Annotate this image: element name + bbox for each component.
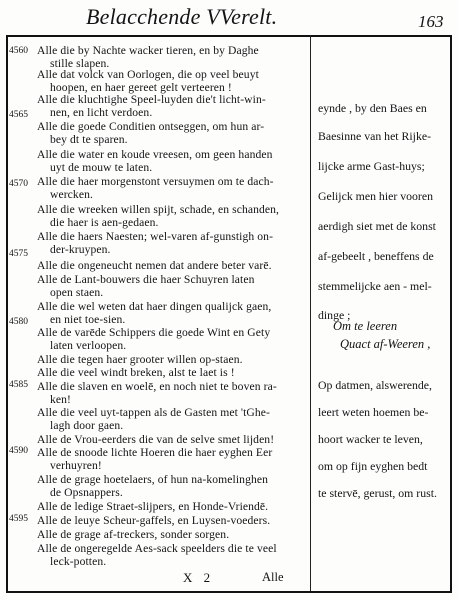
line-number: 4575 bbox=[9, 249, 28, 259]
running-title: Belacchende VVerelt. bbox=[86, 4, 278, 29]
motto-line: Quact af-Weeren , bbox=[340, 337, 431, 351]
verse-line: Alle die goede Conditien ontseggen, om hun ar- bbox=[37, 120, 265, 133]
verse-line: Alle die ongeneucht nemen dat andere beter varē. bbox=[37, 259, 272, 272]
verse-line: Alle de grage hoetelaers, of hun na-komelinghen bbox=[37, 473, 269, 486]
sidebar-line: Baesinne van het Rijke- bbox=[318, 129, 432, 143]
verse-line: open staen. bbox=[50, 286, 104, 299]
verse-line: uyt de mouw te laten. bbox=[50, 161, 153, 174]
verse-line: Alle de ongeregelde Aes-sack speelders die te veel bbox=[37, 542, 277, 555]
verse-line: hoopen, en haer gereet gelt verteeren ! bbox=[50, 81, 232, 94]
verse-line: en niet toe-sien. bbox=[50, 313, 126, 326]
verse-line: Alle de Lant-bouwers die haer Schuyren laten bbox=[37, 273, 255, 286]
verse-line: Alle die veel windt breken, alst te laet is ! bbox=[37, 366, 235, 379]
verse-line: laten verloopen. bbox=[50, 339, 127, 352]
verse-line: Alle de grage af-treckers, sonder sorgen. bbox=[37, 528, 230, 541]
sidebar-line: Op datmen, alswerende, bbox=[318, 378, 432, 392]
verse-line: de Opsnappers. bbox=[50, 486, 123, 499]
verse-line: Alle dat volck van Oorlogen, die op veel beuyt bbox=[37, 68, 259, 81]
line-number: 4565 bbox=[9, 110, 28, 120]
verse-line: Alle de leuye Scheur-gaffels, en Luysen-voeders. bbox=[37, 514, 271, 527]
verse-line: Alle die haer morgenstont versuymen om te dach- bbox=[37, 175, 274, 188]
frame-top-rule bbox=[6, 35, 452, 37]
verse-line: Alle die veel uyt-tappen als de Gasten met 'tGhe- bbox=[37, 406, 270, 419]
sidebar-line: leert weten hoemen be- bbox=[318, 405, 429, 419]
column-divider-rule bbox=[310, 35, 311, 591]
verse-line: Alle de Vrou-eerders die van de selve smet lijden! bbox=[37, 433, 275, 446]
verse-line: Alle die kluchtighe Speel-luyden die't licht-win- bbox=[37, 93, 266, 106]
line-number: 4580 bbox=[9, 317, 28, 327]
frame-bottom-rule bbox=[6, 591, 452, 593]
verse-line: Alle de varēde Schippers die goede Wint en Gety bbox=[37, 326, 271, 339]
sidebar-line: te stervē, gerust, om rust. bbox=[318, 486, 437, 500]
verse-line: Alle de snoode lichte Hoeren die haer eyghen Eer bbox=[37, 446, 273, 459]
verse-line: die haer is aen-gedaen. bbox=[50, 216, 159, 229]
sidebar-line: om op fijn eyghen bedt bbox=[318, 459, 428, 473]
motto-line: Om te leeren bbox=[333, 319, 398, 333]
page-number: 163 bbox=[418, 12, 444, 31]
signature-mark: X 2 bbox=[183, 570, 215, 585]
line-number: 4585 bbox=[9, 380, 28, 390]
sidebar-line: lijcke arme Gast-huys; bbox=[318, 159, 425, 173]
sidebar-line: dinge ; bbox=[318, 308, 351, 322]
verse-line: der-kruypen. bbox=[50, 243, 111, 256]
catchword: Alle bbox=[262, 570, 284, 584]
verse-line: Alle die haers Naesten; wel-varen af-gunstigh on- bbox=[37, 230, 274, 243]
line-number: 4560 bbox=[9, 46, 28, 56]
verse-line: Alle die tegen haer grooter willen op-staen. bbox=[37, 353, 243, 366]
verse-line: Alle die wel weten dat haer dingen qualijck gaen, bbox=[37, 300, 272, 313]
verse-line: Alle de ledige Straet-slijpers, en Honde-Vriendē. bbox=[37, 500, 269, 513]
verse-line: nen, en licht verdoen. bbox=[50, 106, 153, 119]
sidebar-line: hoort wacker te leven, bbox=[318, 432, 423, 446]
sidebar-line: Gelijck men hier vooren bbox=[318, 189, 433, 203]
verse-line: leck-potten. bbox=[50, 555, 107, 568]
verse-line: Alle die by Nachte wacker tieren, en by Daghe bbox=[37, 44, 259, 57]
sidebar-line: eynde , by den Baes en bbox=[318, 101, 427, 115]
frame-right-rule bbox=[450, 35, 452, 593]
verse-line: bey dt te sparen. bbox=[50, 133, 128, 146]
verse-line: Alle die wreeken willen spijt, schade, en schanden, bbox=[37, 203, 280, 216]
verse-line: ken! bbox=[50, 393, 72, 406]
line-number: 4570 bbox=[9, 179, 28, 189]
verse-line: verhuyren! bbox=[50, 459, 102, 472]
line-number: 4590 bbox=[9, 446, 28, 456]
sidebar-line: aerdigh siet met de konst bbox=[318, 219, 436, 233]
verse-line: Alle die slaven en woelē, en noch niet te boven ra- bbox=[37, 380, 277, 393]
line-number: 4595 bbox=[9, 514, 28, 524]
frame-left-rule bbox=[6, 35, 8, 593]
sidebar-line: af-gebeelt , beneffens de bbox=[318, 249, 434, 263]
sidebar-line: stemmelijcke aen - mel- bbox=[318, 279, 432, 293]
verse-line: lagh door gaen. bbox=[50, 419, 124, 432]
verse-line: Alle die water en koude vreesen, om geen handen bbox=[37, 148, 273, 161]
verse-line: stille slapen. bbox=[50, 57, 110, 70]
verse-line: wercken. bbox=[50, 188, 93, 201]
